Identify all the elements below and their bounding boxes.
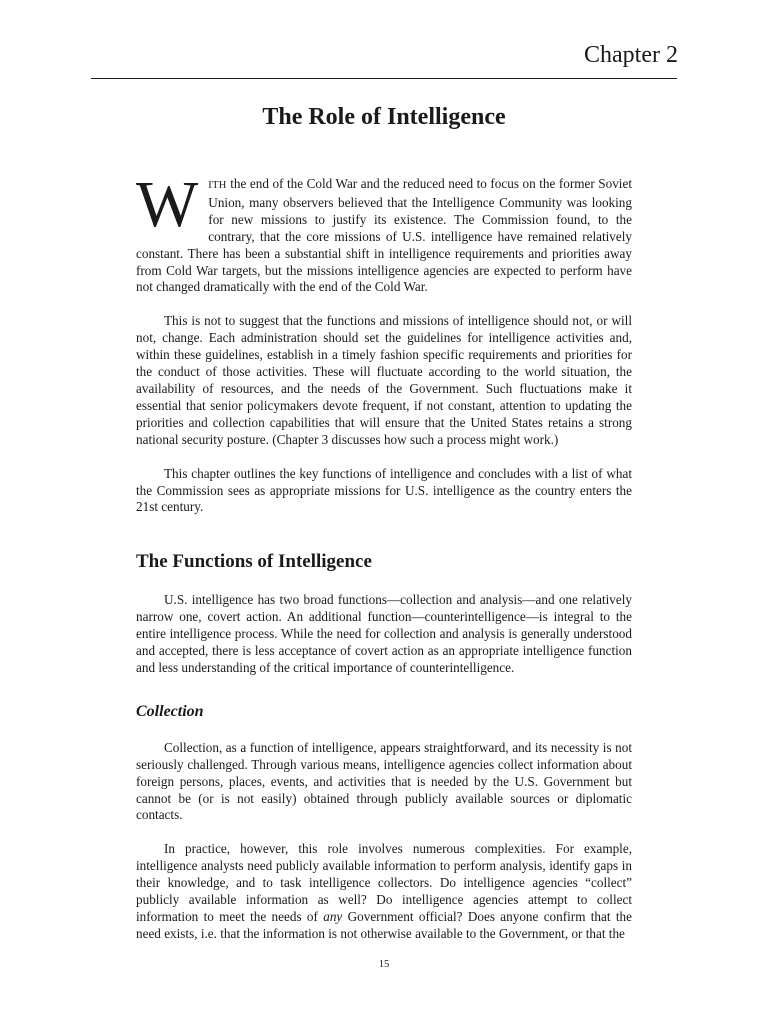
opening-small-caps: ITH (208, 180, 227, 191)
page-number: 15 (378, 959, 390, 970)
emphasis-any: any (323, 909, 343, 924)
paragraph-chapter-outline: This chapter outlines the key functions of intelligence and concludes with a list of what the Commission sees as appropriate missions for U.S. intelligence as the country enters the 21st century. (136, 465, 632, 515)
running-head: Chapter 2 (584, 42, 678, 68)
opening-paragraph (136, 168, 632, 296)
paragraph-collection: Collection, as a function of intelligence, appears straightforward, and its necessity is not seriously challenged. Through various means, intelligence agencies collect information about foreign persons, places, events, and activities that is needed by the U.S. Government but cannot be (or is not easily) obtained through publicly available sources or diplomatic contacts. (136, 739, 632, 823)
section-heading-functions: The Functions of Intelligence (136, 551, 372, 573)
complexities-text-a: In practice, however, this role involves numerous complexities. For example, intelligence analysts need publicly available information to perform analysis, identify gaps in their knowledge, and to task intelligence collectors. Do intelligence agencies “collect” publicly available information as well? Do intelligence agencies attempt to collect information to meet the needs of (136, 841, 632, 924)
header-rule (91, 78, 677, 79)
paragraph-functions: U.S. intelligence has two broad functions—collection and analysis—and one relatively narrow one, covert action. An additional function—counterintelligence—is integral to the entire intelligence process. While the need for collection and analysis is generally understood and accepted, there is less acceptance of covert action as an appropriate intelligence function and less understanding of the critical importance of counterintelligence. (136, 592, 632, 675)
complexities-text-b: Government official? Does anyone confirm that the need exists, i.e. that the information is not otherwise available to the Government, or that the (136, 909, 632, 941)
opening-text: the end of the Cold War and the reduced need to focus on the former Soviet Union, many observers believed that the Intelligence Community was looking for new missions to justify its existence. The Commission found, to the contrary, that the core missions of U.S. intelligence have remained relatively constant. There has been a substantial shift in intelligence requirements and priorities away from Cold War targets, but the missions intelligence agencies are expected to perform have not changed dramatically with the end of the Cold War. (136, 176, 632, 295)
drop-cap-letter: W (136, 168, 199, 241)
chapter-title: The Role of Intelligence (262, 104, 506, 130)
paragraph-guidelines: This is not to suggest that the functions and missions of intelligence should not, or will not, change. Each administration should set the guidelines for intelligence activities and, within these guidelines, establish in a timely fashion specific requirements and priorities for the conduct of those activities. These will fluctuate according to the world situation, the availability of resources, and the needs of the Government. Such fluctuations make it essential that senior policymakers devote frequent, if not constant, attention to updating the priorities and collection capabilities that will ensure that the United States retains a strong national security posture. (Chapter 3 discusses how such a process might work.) (136, 313, 632, 447)
page-body (136, 98, 632, 943)
subsection-heading-collection: Collection (136, 702, 204, 720)
paragraph-collection-complexities (136, 841, 632, 942)
